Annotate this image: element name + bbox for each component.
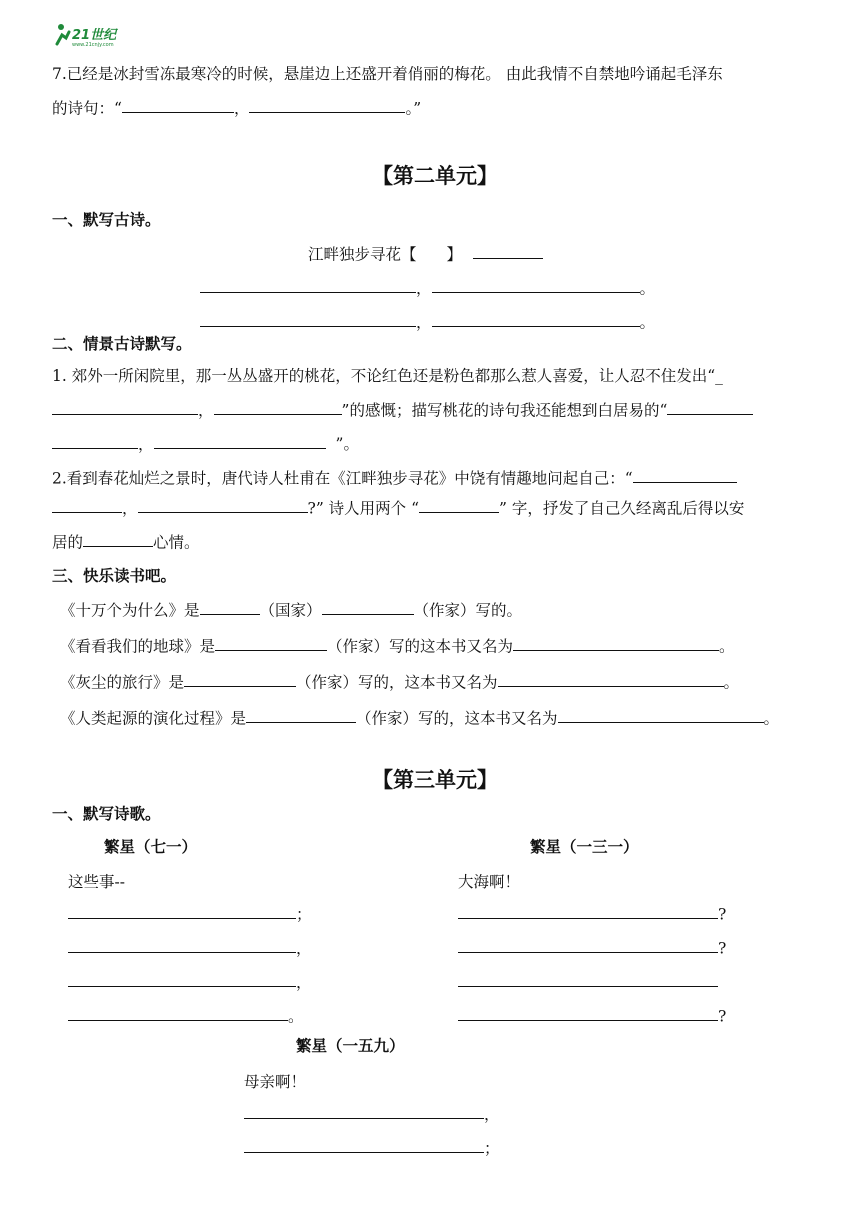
q2-line1: 2.看到春花灿烂之景时，唐代诗人杜甫在《江畔独步寻花》中饶有情趣地问起自己：“ <box>52 466 737 488</box>
reading-row-4: 《人类起源的演化过程》是 （作家）写的，这本书又名为 。 <box>60 706 779 728</box>
answer-blank[interactable] <box>498 670 724 687</box>
answer-blank[interactable] <box>83 530 153 547</box>
poem71-line: 。 <box>68 1004 304 1026</box>
q2-line2: ， ?” 诗人用两个 “ ” 字，抒发了自己久经离乱后得以安 <box>52 496 744 518</box>
answer-blank[interactable] <box>68 970 296 987</box>
poem159-line: ； <box>244 1136 500 1158</box>
unit3-section1: 一、默写诗歌。 <box>52 805 161 823</box>
answer-blank[interactable] <box>138 496 308 513</box>
poem131-line <box>458 970 718 991</box>
answer-blank[interactable] <box>68 936 296 953</box>
poem159-line: ， <box>244 1102 500 1124</box>
poem159-title: 繁星（一五九） <box>296 1037 405 1055</box>
answer-blank[interactable] <box>244 1136 484 1153</box>
q1-line2: ， ”的感慨；描写桃花的诗句我还能想到白居易的“ <box>52 398 753 420</box>
runner-logo-icon <box>54 22 118 48</box>
answer-blank[interactable] <box>122 96 234 113</box>
unit2-section1: 一、默写古诗。 <box>52 211 161 229</box>
poem71-line: ， <box>68 936 312 958</box>
answer-blank[interactable] <box>200 276 416 293</box>
answer-blank[interactable] <box>458 1004 718 1021</box>
poem131-line: ? <box>458 1004 726 1025</box>
poem71-first-line: 这些事-- <box>68 873 125 891</box>
answer-blank[interactable] <box>154 432 326 449</box>
author-blank[interactable] <box>473 242 543 259</box>
answer-blank[interactable] <box>458 936 718 953</box>
poem71-line: ， <box>68 970 312 992</box>
answer-blank[interactable] <box>214 398 342 415</box>
answer-blank[interactable] <box>68 902 296 919</box>
answer-blank[interactable] <box>52 432 138 449</box>
answer-blank[interactable] <box>246 706 356 723</box>
answer-blank[interactable] <box>52 398 198 415</box>
answer-blank[interactable] <box>432 276 640 293</box>
reading-row-1: 《十万个为什么》是 （国家） （作家）写的。 <box>60 598 522 620</box>
answer-blank[interactable] <box>667 398 753 415</box>
answer-blank[interactable] <box>513 634 719 651</box>
poem131-line: ? <box>458 936 726 957</box>
answer-blank[interactable] <box>184 670 296 687</box>
unit2-section2: 二、情景古诗默写。 <box>52 335 192 353</box>
poem-line-2: ， 。 <box>200 310 655 332</box>
unit2-title: 【第二单元】 <box>372 164 498 188</box>
answer-blank[interactable] <box>249 96 405 113</box>
svg-text:www.21cnjy.com: www.21cnjy.com <box>72 42 114 48</box>
poem159-first-line: 母亲啊！ <box>244 1073 307 1091</box>
reading-row-3: 《灰尘的旅行》是 （作家）写的，这本书又名为 。 <box>60 670 739 692</box>
q1-line3: ， ”。 <box>52 432 359 454</box>
q2-line3: 居的 心情。 <box>52 530 200 552</box>
svg-text:21世纪: 21世纪 <box>72 28 117 43</box>
answer-blank[interactable] <box>244 1102 484 1119</box>
poem71-title: 繁星（七一） <box>104 838 198 856</box>
answer-blank[interactable] <box>558 706 764 723</box>
answer-blank[interactable] <box>633 466 737 483</box>
answer-blank[interactable] <box>52 496 122 513</box>
q1-line1: 1. 郊外一所闲院里，那一丛丛盛开的桃花，不论红色还是粉色都那么惹人喜爱，让人忍不住发出“_ <box>52 367 723 385</box>
poem-line-1: ， 。 <box>200 276 655 298</box>
answer-blank[interactable] <box>200 598 260 615</box>
poem131-title: 繁星（一三一） <box>530 838 639 856</box>
answer-blank[interactable] <box>322 598 414 615</box>
poem131-line: ? <box>458 902 726 923</box>
poem131-first-line: 大海啊！ <box>458 873 521 891</box>
answer-blank[interactable] <box>200 310 416 327</box>
answer-blank[interactable] <box>68 1004 288 1021</box>
logo <box>54 22 118 48</box>
reading-row-2: 《看看我们的地球》是 （作家）写的这本书又名为 。 <box>60 634 735 656</box>
poem-title-jiangpan: 江畔独步寻花【 】 <box>308 242 543 264</box>
unit3-title: 【第三单元】 <box>372 768 498 792</box>
answer-blank[interactable] <box>419 496 499 513</box>
q7-line2: 的诗句：“ ， 。” <box>52 96 421 118</box>
answer-blank[interactable] <box>215 634 327 651</box>
answer-blank[interactable] <box>458 902 718 919</box>
unit2-section3: 三、快乐读书吧。 <box>52 567 177 585</box>
answer-blank[interactable] <box>432 310 640 327</box>
answer-blank[interactable] <box>458 970 718 987</box>
q7-line1: 7.已经是冰封雪冻最寒冷的时候，悬崖边上还盛开着俏丽的梅花。 由此我情不自禁地吟诵起毛泽东 <box>52 65 723 83</box>
poem71-line: ； <box>68 902 312 924</box>
